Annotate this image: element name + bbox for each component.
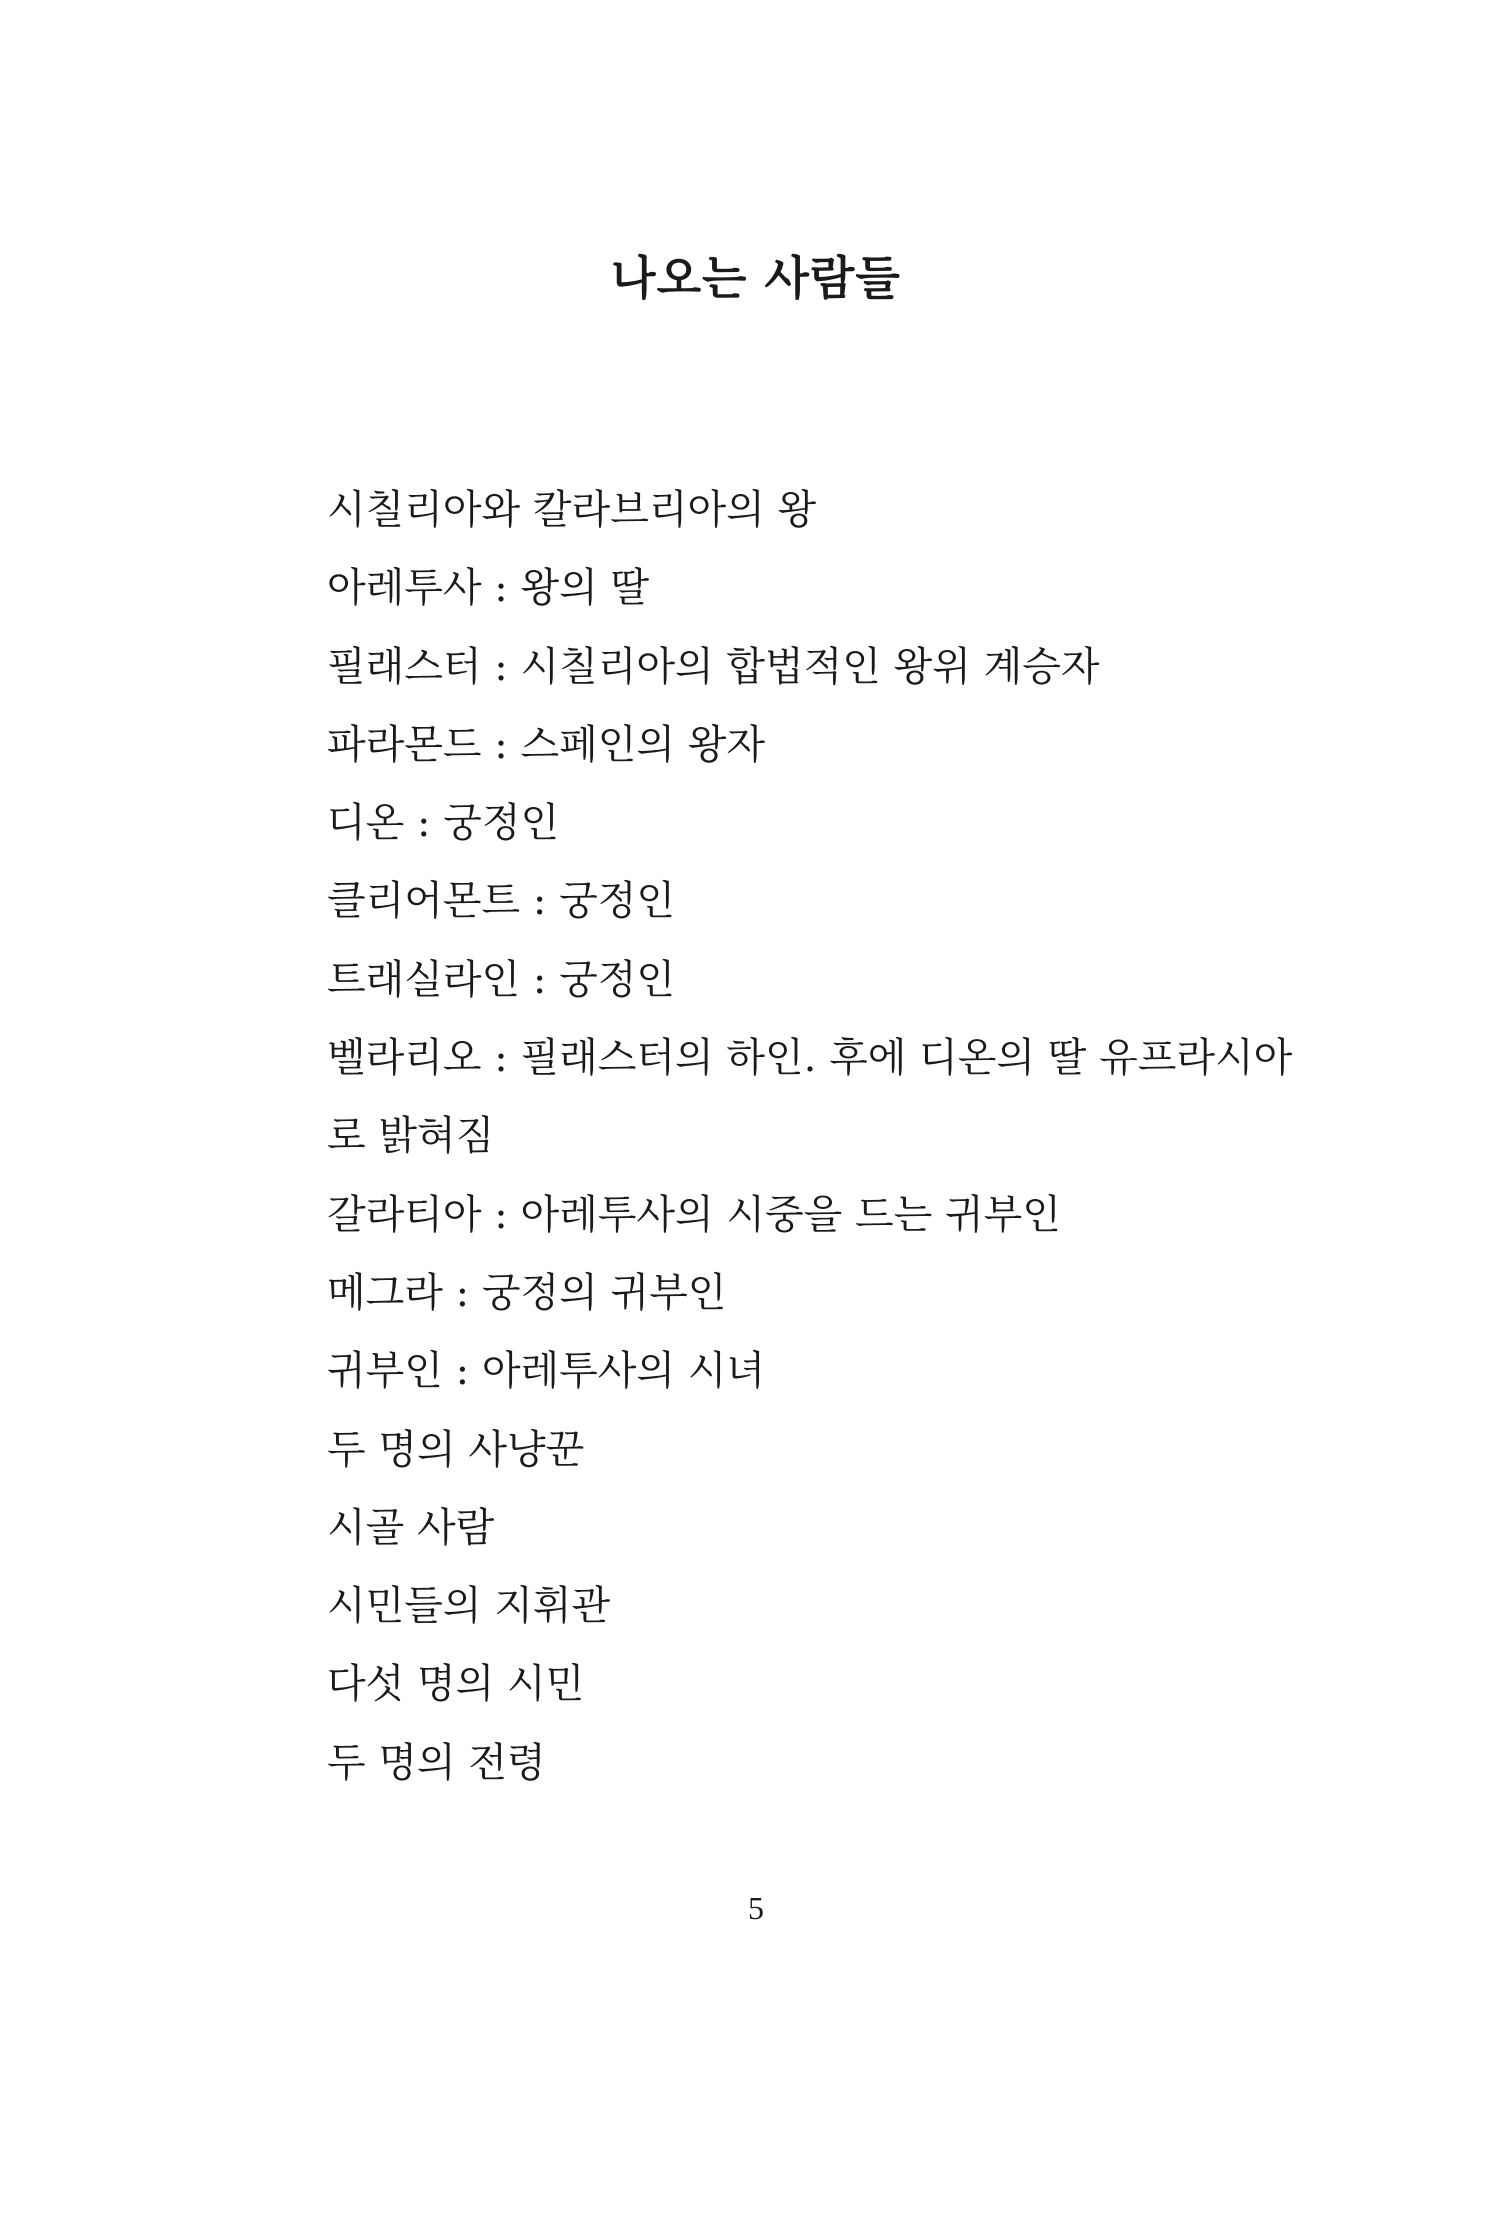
cast-list-item: 파라몬드 : 스페인의 왕자 — [327, 721, 766, 768]
page-title: 나오는 사람들 — [611, 251, 901, 305]
cast-list-item: 벨라리오 : 필래스터의 하인. 후에 디온의 딸 유프라시아 — [327, 1035, 1293, 1082]
cast-list-item: 두 명의 사냥꾼 — [327, 1426, 585, 1473]
cast-list-item: 갈라티아 : 아레투사의 시중을 드는 귀부인 — [327, 1191, 1061, 1238]
page-number: 5 — [748, 1890, 764, 1926]
cast-list — [327, 484, 1293, 1815]
cast-list-item: 다섯 명의 시민 — [327, 1661, 585, 1708]
cast-list-item: 로 밝혀짐 — [327, 1113, 495, 1160]
cast-list-item: 필래스터 : 시칠리아의 합법적인 왕위 계승자 — [327, 643, 1100, 690]
cast-list-item: 귀부인 : 아레투사의 시녀 — [327, 1348, 766, 1395]
cast-list-item: 두 명의 전령 — [327, 1739, 546, 1786]
cast-list-item: 트래실라인 : 궁정인 — [327, 956, 676, 1003]
cast-list-item: 디온 : 궁정인 — [327, 800, 560, 847]
cast-list-item: 시칠리아와 칼라브리아의 왕 — [327, 487, 817, 533]
cast-list-item: 시민들의 지휘관 — [327, 1583, 611, 1630]
cast-list-item: 아레투사 : 왕의 딸 — [327, 565, 650, 612]
cast-list-item: 시골 사람 — [327, 1504, 495, 1551]
cast-list-item: 메그라 : 궁정의 귀부인 — [327, 1269, 727, 1316]
cast-list-item: 클리어몬트 : 궁정인 — [327, 878, 676, 925]
